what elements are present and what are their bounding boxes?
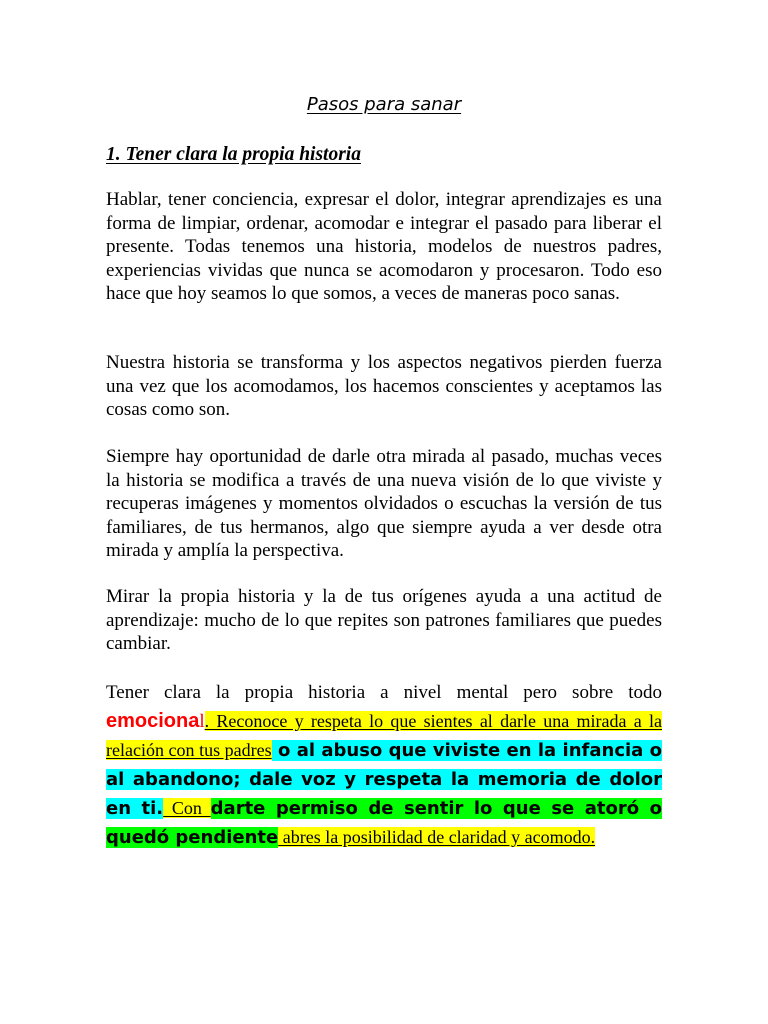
yellow-highlight-2: Con [163,798,211,818]
section-heading: 1. Tener clara la propia historia [106,144,361,165]
paragraph-5-intro: Tener clara la propia historia a nivel mental pero sobre todo [106,682,662,703]
paragraph-1: Hablar, tener conciencia, expresar el dolor, integrar aprendizajes es una forma de limpiar, ordenar, acomodar e integrar el pasado para liberar el presente. Todas tenemos una historia, modelos de nuestros padres, experiencias vividas que nunca se acomodaron y procesaron. Todo eso hace que hoy seamos lo que somos, a veces de maneras poco sanas. [106,189,662,304]
red-emphasis-word: emociona [106,710,200,732]
document-title: Pasos para sanar [306,94,462,115]
cyan-highlight: o al abuso que viviste en la infancia o al abandono; dale voz y respeta la memoria de dolor en ti. [106,740,663,819]
paragraph-3: Siempre hay oportunidad de darle otra mirada al pasado, muchas veces la historia se modifica a través de una nueva visión de lo que viviste y recuperas imágenes y momentos olvidados o escuchas la versión de tus familiares, de tus hermanos, algo que siempre ayuda a ver desde otra mirada y amplía la perspectiva. [106,446,662,561]
yellow-highlight-1: . Reconoce y respeta lo que sientes al darle una mirada a la relación con tus padres [106,711,662,760]
paragraph-5-highlighted [106,678,662,852]
paragraph-4: Mirar la propia historia y la de tus orígenes ayuda a una actitud de aprendizaje: mucho de lo que repites son patrones familiares que puedes cambiar. [106,586,662,654]
green-highlight: darte permiso de sentir lo que se atoró o quedó pendiente [106,798,663,848]
yellow-highlight-3: abres la posibilidad de claridad y acomodo. [278,827,596,847]
red-emphasis-tail: l [199,711,205,732]
paragraph-2: Nuestra historia se transforma y los aspectos negativos pierden fuerza una vez que los acomodamos, los hacemos conscientes y aceptamos las cosas como son. [106,352,662,420]
